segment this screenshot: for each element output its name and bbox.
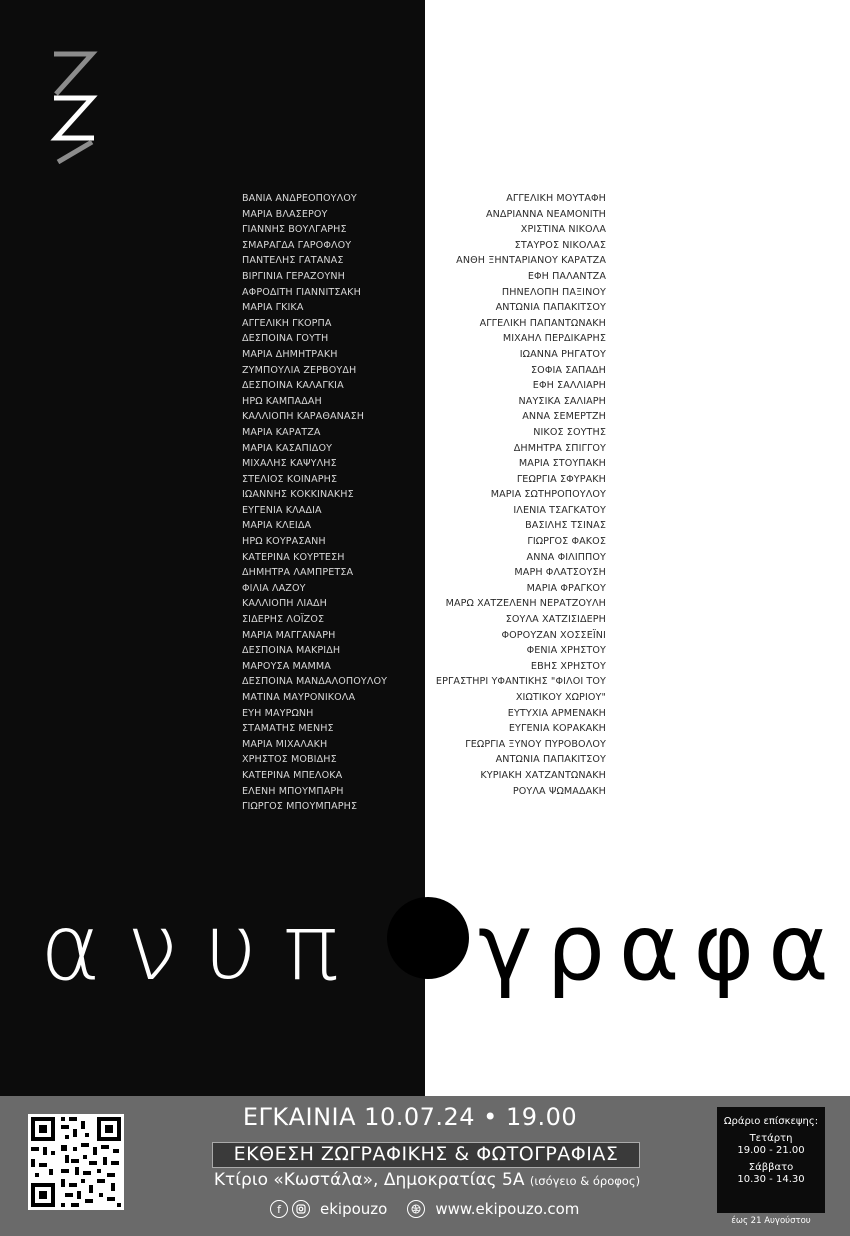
logo (48, 46, 100, 164)
social-handle[interactable]: ekipouzo (320, 1200, 388, 1218)
artist-name: ΜΑΡΙΑ ΚΛΕΙΔΑ (242, 520, 312, 532)
artist-name: ΣΜΑΡΑΓΔΑ ΓΑΡΟΦΛΟΥ (242, 239, 352, 251)
web-icon (407, 1200, 425, 1218)
artist-list-right (430, 191, 606, 799)
artist-name: ΕΥΓΕΝΙΑ ΚΟΡΑΚΑΚΗ (508, 723, 606, 735)
artist-name: ΝΑΥΣΙΚΑ ΣΑΛΙΑΡΗ (518, 395, 606, 407)
artist-name: ΜΙΧΑΛΗΣ ΚΑΨΥΛΗΣ (242, 458, 337, 470)
address-main: Κτίριο «Κωστάλα», Δημοκρατίας 5Α (213, 1170, 525, 1190)
artist-name: ΖΥΜΠΟΥΛΙΑ ΖΕΡΒΟΥΔΗ (242, 364, 357, 376)
artist-name: ΧΙΩΤΙΚΟΥ ΧΩΡΙΟΥ" (515, 692, 606, 703)
artist-name: ΜΑΡΙΑ ΒΛΑΣΕΡΟΥ (242, 208, 328, 220)
artist-name: ΜΑΡΟΥΣΑ ΜΑΜΜΑ (242, 660, 331, 672)
artist-name: ΑΝΝΑ ΣΕΜΕΡΤΖΗ (522, 411, 606, 423)
artist-name: ΑΝΔΡΙΑΝΝΑ ΝΕΑΜΟΝΙΤΗ (485, 208, 606, 220)
visiting-hours-box (717, 1107, 825, 1213)
hours-until: έως 21 Αυγούστου (731, 1216, 811, 1226)
artist-name: ΑΦΡΟΔΙΤΗ ΓΙΑΝΝΙΤΣΑΚΗ (242, 286, 361, 298)
artist-name: ΕΦΗ ΠΑΛΑΝΤΖΑ (527, 270, 606, 282)
artist-name: ΦΙΛΙΑ ΛΑΖΟΥ (242, 582, 306, 594)
artist-name: ΓΕΩΡΓΙΑ ΞΥΝΟΥ ΠΥΡΟΒΟΛΟΥ (465, 738, 606, 750)
artist-name: ΒΑΣΙΛΗΣ ΤΣΙΝΑΣ (525, 520, 606, 532)
artist-name: ΦΕΝΙΑ ΧΡΗΣΤΟΥ (526, 645, 606, 657)
address-note: (ισόγειο & όροφος) (529, 1174, 641, 1188)
artist-name: ΣΤΑΥΡΟΣ ΝΙΚΟΛΑΣ (514, 239, 606, 251)
hours-day-1: Τετάρτη (749, 1133, 793, 1144)
artist-name: ΑΝΤΩΝΙΑ ΠΑΠΑΚΙΤΣΟΥ (495, 754, 606, 766)
artist-name: ΔΗΜΗΤΡΑ ΣΠΙΓΓΟΥ (513, 442, 606, 454)
artist-name: ΚΑΛΛΙΟΠΗ ΚΑΡΑΘΑΝΑΣΗ (242, 411, 365, 423)
hours-day-2: Σάββατο (748, 1162, 794, 1173)
artist-name: ΑΝΘΗ ΞΗΝΤΑΡΙΑΝΟΥ ΚΑΡΑΤΖΑ (456, 255, 606, 267)
artist-name: ΚΑΤΕΡΙΝΑ ΜΠΕΛΟΚΑ (242, 769, 343, 781)
artist-name: ΜΑΡΙΑ ΜΑΓΓΑΝΑΡΗ (242, 629, 336, 641)
artist-name: ΠΗΝΕΛΟΠΗ ΠΑΞΙΝΟΥ (501, 286, 606, 298)
artist-name: ΣΟΦΙΑ ΣΑΠΑΔΗ (531, 364, 606, 376)
artist-name: ΑΓΓΕΛΙΚΗ ΜΟΥΤΑΦΗ (506, 193, 606, 204)
artist-name: ΜΑΡΙΑ ΦΡΑΓΚΟΥ (526, 582, 606, 594)
artist-name: ΙΩΑΝΝΗΣ ΚΟΚΚΙΝΑΚΗΣ (242, 489, 354, 501)
artist-name: ΜΑΡΙΑ ΓΚΙΚΑ (242, 302, 304, 314)
hours-title: Ωράριο επίσκεψης: (723, 1116, 819, 1127)
artist-name: ΝΙΚΟΣ ΣΟΥΤΗΣ (533, 426, 606, 438)
artist-name: ΑΓΓΕΛΙΚΗ ΠΑΠΑΝΤΩΝΑΚΗ (479, 317, 606, 329)
artist-name: ΙΩΑΝΝΑ ΡΗΓΑΤΟΥ (519, 348, 606, 360)
artist-name: ΓΙΩΡΓΟΣ ΦΑΚΟΣ (527, 536, 606, 548)
artist-name: ΕΥΤΥΧΙΑ ΑΡΜΕΝΑΚΗ (507, 707, 606, 719)
instagram-icon[interactable] (292, 1200, 310, 1218)
artist-name: ΜΑΡΙΑ ΚΑΣΑΠΙΔΟΥ (242, 442, 333, 454)
artist-name: ΓΙΑΝΝΗΣ ΒΟΥΛΓΑΡΗΣ (242, 224, 347, 236)
artist-name: ΦΟΡΟΥΖΑΝ ΧΟΣΣΕΪΝΙ (501, 629, 606, 641)
artist-name: ΜΑΡΙΑ ΣΤΟΥΠΑΚΗ (518, 458, 606, 470)
artist-name: ΚΑΛΛΙΟΠΗ ΛΙΑΔΗ (242, 598, 327, 610)
artist-name: ΣΟΥΛΑ ΧΑΤΖΙΣΙΔΕΡΗ (505, 614, 606, 626)
artist-name: ΜΑΡΙΑ ΣΩΤΗΡΟΠΟΥΛΟΥ (490, 489, 606, 501)
artist-name: ΑΝΝΑ ΦΙΛΙΠΠΟΥ (526, 551, 606, 563)
artist-name: ΜΑΡΙΑ ΜΙΧΑΛΑΚΗ (242, 738, 328, 750)
artist-name: ΜΑΡΙΑ ΚΑΡΑΤΖΑ (242, 426, 321, 438)
artist-name: ΑΓΓΕΛΙΚΗ ΓΚΟΡΠΑ (242, 317, 332, 329)
artist-name: ΡΟΥΛΑ ΨΩΜΑΔΑΚΗ (512, 785, 606, 797)
artist-name: ΔΗΜΗΤΡΑ ΛΑΜΠΡΕΤΣΑ (242, 567, 354, 579)
artist-list-left (242, 191, 422, 815)
artist-name: ΜΑΡΩ ΧΑΤΖΕΛΕΝΗ ΝΕΡΑΤΖΟΥΛΗ (445, 598, 606, 610)
title-right: γραφα (478, 894, 843, 1001)
artist-name: ΚΥΡΙΑΚΗ ΧΑΤΖΑΝΤΩΝΑΚΗ (480, 769, 606, 781)
contact-links (270, 1198, 579, 1220)
artist-name: ΗΡΩ ΚΑΜΠΑΔΑΗ (242, 395, 322, 407)
artist-name: ΒΙΡΓΙΝΙΑ ΓΕΡΑΖΟΥΝΗ (242, 270, 345, 282)
artist-name: ΜΙΧΑΗΛ ΠΕΡΔΙΚΑΡΗΣ (502, 333, 606, 345)
artist-name: ΣΤΑΜΑΤΗΣ ΜΕΝΗΣ (242, 723, 334, 735)
website-link[interactable]: www.ekipouzo.com (435, 1200, 580, 1218)
artist-name: ΜΑΤΙΝΑ ΜΑΥΡΟΝΙΚΟΛΑ (242, 692, 356, 703)
artist-name: ΕΦΗ ΣΑΛΛΙΑΡΗ (532, 380, 606, 392)
artist-name: ΗΡΩ ΚΟΥΡΑΣΑΝΗ (242, 536, 326, 548)
artist-name: ΣΤΕΛΙΟΣ ΚΟΙΝΑΡΗΣ (242, 473, 338, 485)
exhibition-subtitle: ΕΚΘΕΣΗ ΖΩΓΡΑΦΙΚΗΣ & ΦΩΤΟΓΡΑΦΙΑΣ (233, 1143, 619, 1165)
address (160, 1170, 694, 1190)
opening-date: ΕΓΚΑΙΝΙΑ 10.07.24 • 19.00 (242, 1103, 578, 1131)
facebook-icon[interactable]: f (270, 1200, 288, 1218)
qr-code[interactable] (28, 1114, 124, 1210)
artist-name: ΓΙΩΡΓΟΣ ΜΠΟΥΜΠΑΡΗΣ (242, 801, 358, 813)
artist-name: ΑΝΤΩΝΙΑ ΠΑΠΑΚΙΤΣΟΥ (495, 302, 606, 314)
hours-time-2: 10.30 - 14.30 (737, 1174, 805, 1185)
artist-name: ΜΑΡΙΑ ΔΗΜΗΤΡΑΚΗ (242, 348, 338, 360)
artist-name: ΔΕΣΠΟΙΝΑ ΓΟΥΤΗ (242, 333, 329, 345)
artist-name: ΕΛΕΝΗ ΜΠΟΥΜΠΑΡΗ (242, 785, 344, 797)
artist-name: ΔΕΣΠΟΙΝΑ ΚΑΛΑΓΚΙΑ (242, 380, 344, 392)
title-left: ανυπ (40, 894, 365, 1001)
artist-name: ΔΕΣΠΟΙΝΑ ΜΑΚΡΙΔΗ (242, 645, 341, 657)
title-dot (387, 897, 469, 979)
artist-name: ΜΑΡΗ ΦΛΑΤΣΟΥΣΗ (514, 567, 606, 579)
artist-name: ΒΑΝΙΑ ΑΝΔΡΕΟΠΟΥΛΟΥ (242, 193, 357, 204)
artist-name: ΠΑΝΤΕΛΗΣ ΓΑΤΑΝΑΣ (242, 255, 344, 267)
hours-time-1: 19.00 - 21.00 (737, 1145, 805, 1156)
artist-name: ΚΑΤΕΡΙΝΑ ΚΟΥΡΤΕΣΗ (242, 551, 345, 563)
artist-name: ΕΒΗΣ ΧΡΗΣΤΟΥ (530, 660, 606, 672)
artist-name: ΓΕΩΡΓΙΑ ΣΦΥΡΑΚΗ (516, 473, 606, 485)
artist-name: ΕΥΗ ΜΑΥΡΩΝΗ (242, 707, 314, 719)
artist-name: ΕΡΓΑΣΤΗΡΙ ΥΦΑΝΤΙΚΗΣ "ΦΙΛΟΙ ΤΟΥ (435, 676, 606, 688)
artist-name: ΣΙΔΕΡΗΣ ΛΟΪΖΟΣ (242, 614, 325, 626)
artist-name: ΔΕΣΠΟΙΝΑ ΜΑΝΔΑΛΟΠΟΥΛΟΥ (242, 676, 388, 688)
artist-name: ΕΥΓΕΝΙΑ ΚΛΑΔΙΑ (242, 504, 322, 516)
artist-name: ΧΡΙΣΤΙΝΑ ΝΙΚΟΛΑ (520, 224, 606, 236)
artist-name: ΧΡΗΣΤΟΣ ΜΟΒΙΔΗΣ (242, 754, 337, 766)
artist-name: ΙΛΕΝΙΑ ΤΣΑΓΚΑΤΟΥ (513, 504, 606, 516)
